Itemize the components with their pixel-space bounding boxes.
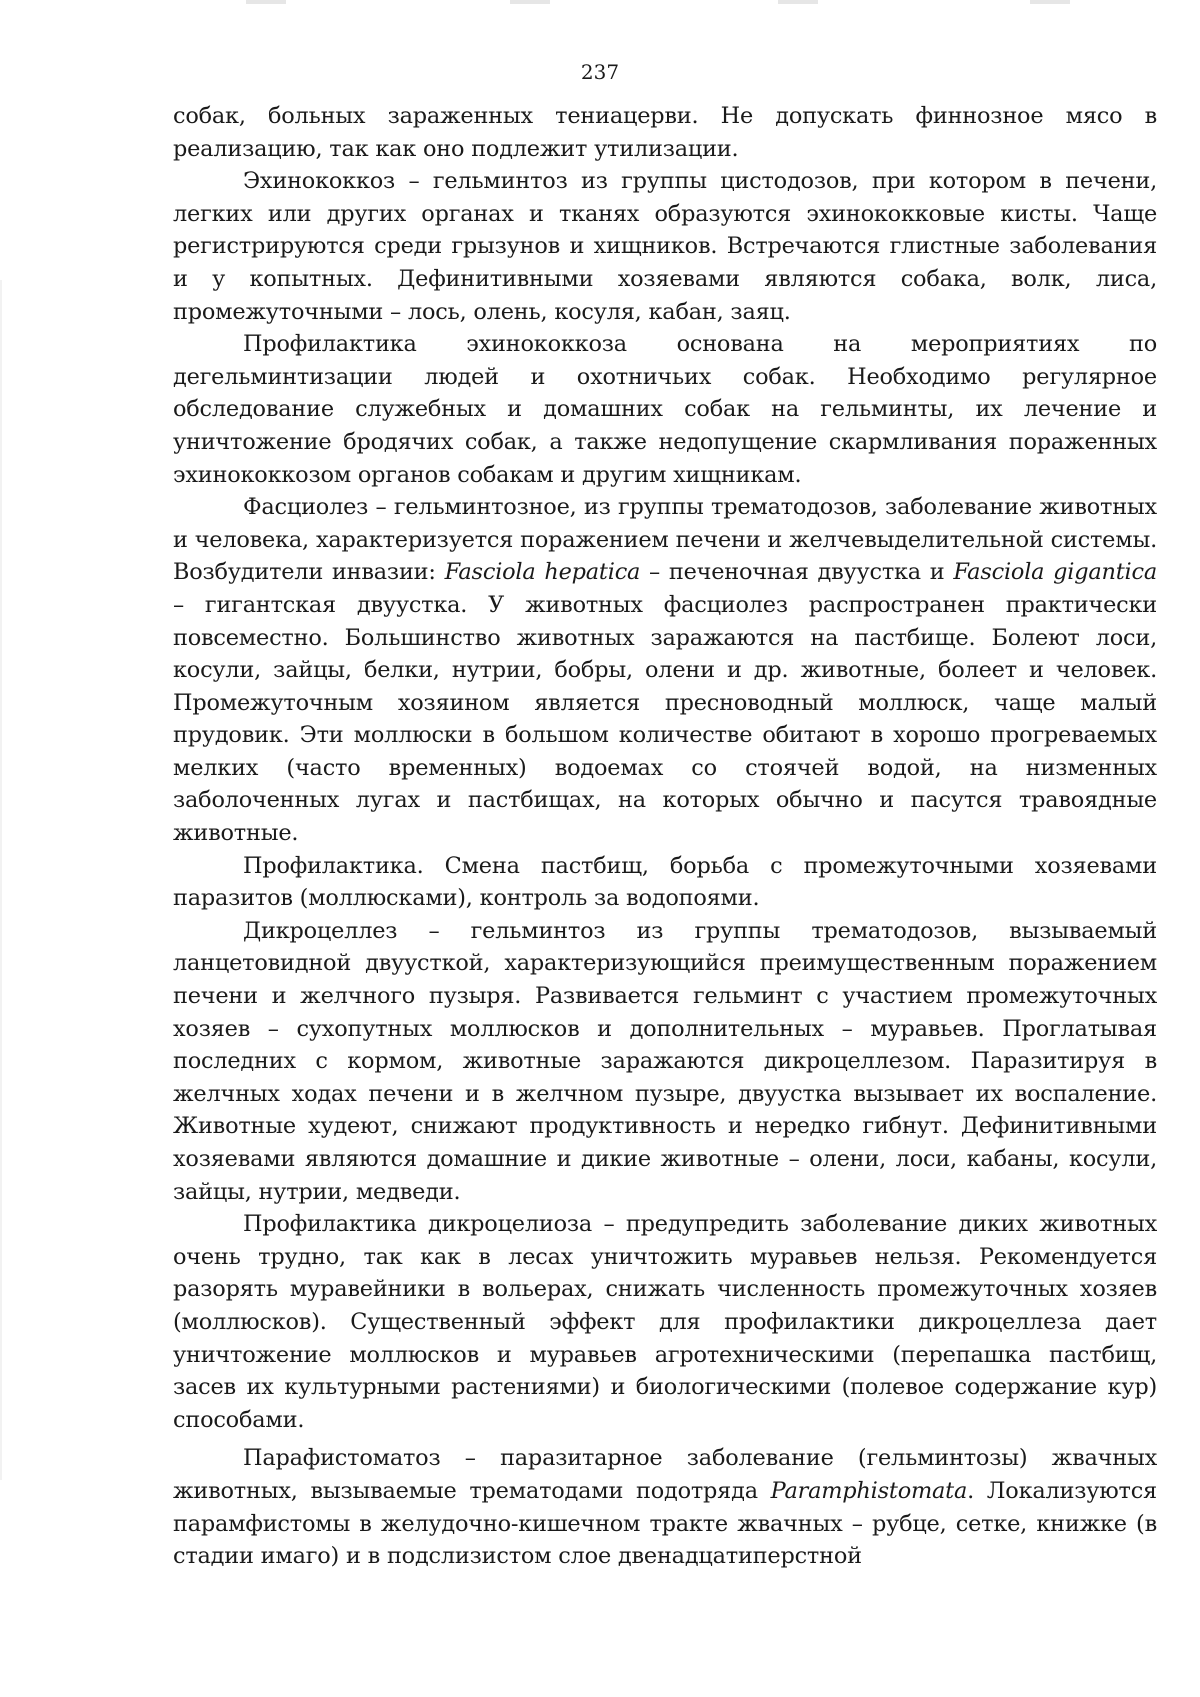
- text-run: – печеночная двуустка и: [640, 559, 954, 586]
- scan-artifact: [778, 0, 818, 4]
- page-number: 237: [580, 60, 620, 84]
- latin-species-name: Fasciola gigantica: [953, 559, 1157, 586]
- latin-taxon-name: Paramphistomata: [770, 1477, 968, 1504]
- paragraph-continuation: собак, больных зараженных тениацерви. Не допускать финнозное мясо в реализацию, так как оно подлежит утилизации.: [173, 103, 1157, 162]
- scan-artifact: [246, 0, 286, 4]
- scan-artifact: [1030, 0, 1070, 4]
- paragraph-dicrocoeliasis-prevention: Профилактика дикроцелиоза – предупредить заболевание диких животных очень трудно, так как в лесах уничтожить муравьев нельзя. Рекомендуется разорять муравейники в вольерах, снижать численность промежуточных хозяев (моллюсков). Существенный эффект для профилактики дикроцеллеза дает уничтожение моллюсков и муравьев агротехническими (перепашка пастбищ, засев их культурными растениями) и биологическими (полевое содержание кур) способами.: [173, 1211, 1157, 1433]
- text-run: . Локализуются парамфистомы в желудочно-кишечном тракте жвачных – рубце, сетке, книжке (в стадии имаго) и в подслизистом слое двенадцатиперстной: [173, 1477, 1157, 1570]
- paragraph-dicrocoeliasis: Дикроцеллез – гельминтоз из группы трематодозов, вызываемый ланцетовидной двуусткой, характеризующийся преимущественным поражением печени и желчного пузыря. Развивается гельминт с участием промежуточных хозяев – сухопутных моллюсков и дополнительных – муравьев. Проглатывая последних с кормом, животные заражаются дикроцеллезом. Паразитируя в желчных ходах печени и в желчном пузыре, двуустка вызывает их воспаление. Животные худеют, снижают продуктивность и нередко гибнут. Дефинитивными хозяевами являются домашние и дикие животные – олени, лоси, кабаны, косули, зайцы, нутрии, медведи.: [173, 917, 1157, 1205]
- paragraph-paramphistomatosis: [173, 1442, 1157, 1572]
- text-run: – гигантская двуустка. У животных фасциолез распространен практически повсеместно. Большинство животных заражаются на пастбище. Болеют лоси, косули, зайцы, белки, нутрии, бобры, олени и др. животные, болеет и человек. Промежуточным хозяином является пресноводный моллюск, чаще малый прудовик. Эти моллюски в большом количестве обитают в хорошо прогреваемых мелких (часто временных) водоемах со стоячей водой, на низменных заболоченных лугах и пастбищах, на которых обычно и пасутся травоядные животные.: [173, 591, 1157, 847]
- page-body: [173, 100, 1157, 1573]
- paragraph-echinococcosis-prevention: Профилактика эхинококкоза основана на мероприятиях по дегельминтизации людей и охотничьих собак. Необходимо регулярное обследование служебных и домашних собак на гельминты, их лечение и уничтожение бродячих собак, а также недопущение скармливания пораженных эхинококкозом органов собакам и другим хищникам.: [173, 331, 1157, 488]
- scan-artifact: [510, 0, 550, 4]
- paragraph-fascioliasis: [173, 491, 1157, 850]
- text-run: Фасциолез – гельминтозное, из группы трематодозов, заболевание животных и человека, характеризуется поражением печени и желчевыделительной системы. Возбудители инвазии:: [173, 494, 1157, 586]
- paragraph-fascioliasis-prevention: Профилактика. Смена пастбищ, борьба с промежуточными хозяевами паразитов (моллюсками), контроль за водопоями.: [173, 852, 1157, 912]
- paragraph-echinococcosis: Эхинококкоз – гельминтоз из группы цистодозов, при котором в печени, легких или других органах и тканях образуются эхинококковые кисты. Чаще регистрируются среди грызунов и хищников. Встречаются глистные заболевания и у копытных. Дефинитивными хозяевами являются собака, волк, лиса, промежуточными – лось, олень, косуля, кабан, заяц.: [173, 168, 1157, 325]
- latin-species-name: Fasciola hepatica: [444, 559, 641, 586]
- text-run: Парафистоматоз – паразитарное заболевание (гельминтозы) жвачных животных, вызываемые трематодами подотряда: [173, 1445, 1157, 1504]
- scan-edge: [0, 280, 2, 1480]
